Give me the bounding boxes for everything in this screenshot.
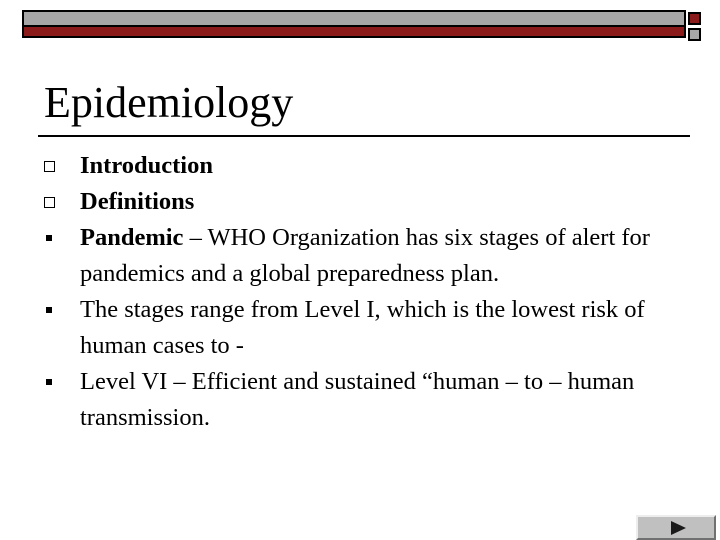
slide-title: Epidemiology: [44, 78, 294, 127]
solid-square-bullet-icon: [46, 307, 52, 313]
solid-square-bullet-icon: [46, 379, 52, 385]
bullet-text: The stages range from Level I, which is the lowest risk of human cases to -: [80, 296, 645, 359]
bullet-bold-text: Pandemic: [80, 224, 184, 251]
bullet-bold-text: Definitions: [80, 188, 195, 215]
bullet-text: Level VI – Efficient and sustained “human – to – human transmission.: [80, 368, 635, 431]
play-right-triangle-icon: [671, 521, 686, 535]
corner-gray-square: [688, 28, 701, 41]
next-slide-button[interactable]: [636, 515, 716, 540]
bullet-item: [40, 292, 680, 364]
corner-red-square: [688, 12, 701, 25]
title-divider: [38, 135, 690, 137]
bullet-list: [40, 148, 680, 436]
bullet-item: [40, 220, 680, 292]
header-red-band: [24, 25, 684, 36]
bullet-item: [40, 184, 680, 220]
header-band: [22, 10, 686, 38]
bullet-bold-text: Introduction: [80, 152, 213, 179]
bullet-item: [40, 148, 680, 184]
solid-square-bullet-icon: [46, 235, 52, 241]
hollow-square-bullet-icon: [44, 161, 55, 172]
bullet-item: [40, 364, 680, 436]
bullet-text: – WHO Organization has six stages of alert for pandemics and a global preparedness plan.: [80, 224, 650, 287]
hollow-square-bullet-icon: [44, 197, 55, 208]
